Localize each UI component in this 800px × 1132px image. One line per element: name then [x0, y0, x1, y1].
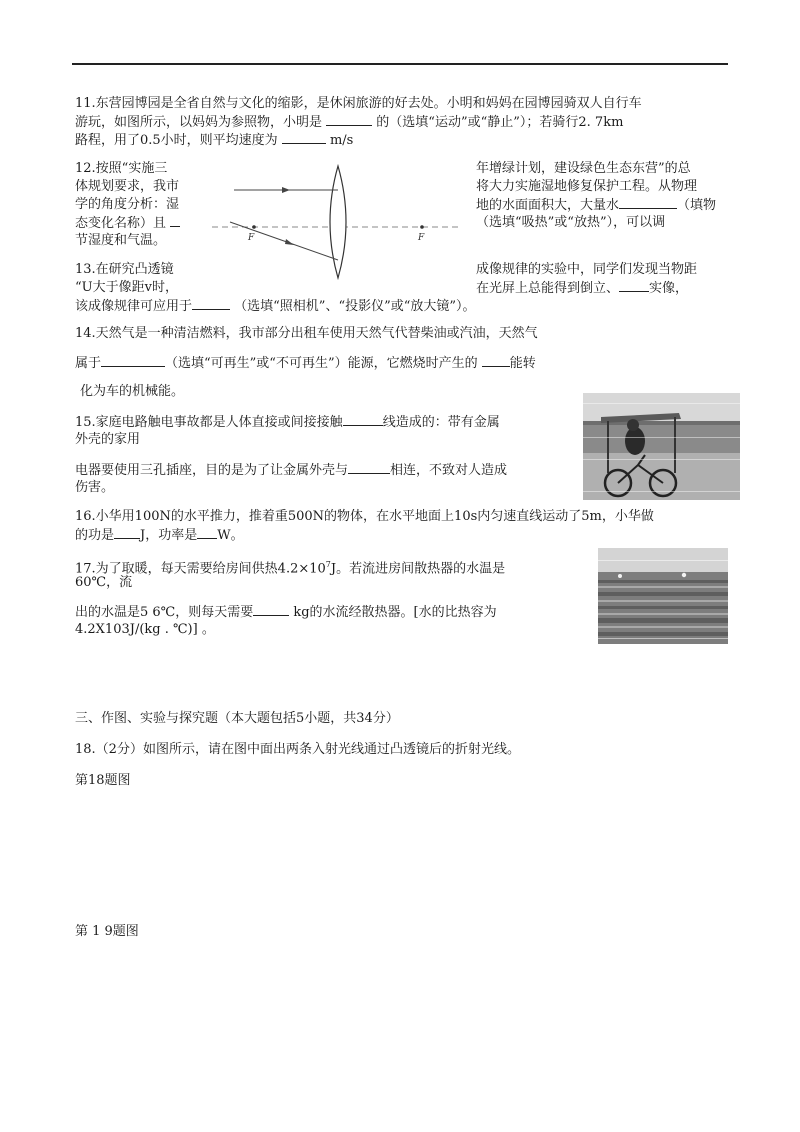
- q15-text-3a: 电器要使用三孔插座，目的是为了让金属外壳与: [75, 463, 349, 478]
- q11-blank-motion[interactable]: [326, 113, 372, 126]
- q16-text-2b: J，功率是: [140, 528, 198, 543]
- q13-text-3b: （选填“照相机”、“投影仪”或“放大镜”）。: [234, 299, 476, 314]
- q15-line2: 外壳的家用: [75, 432, 141, 447]
- tandem-bicycle-photo: [583, 393, 740, 500]
- q11-line1: [75, 95, 642, 113]
- q17-text-3b: kg的水流经散热器。[水的比热容为: [293, 605, 497, 620]
- q13-blank-application[interactable]: [192, 297, 230, 310]
- q12-text-3b: 地的水面面积大，大量水: [476, 198, 620, 213]
- bicycle-photo-drawing: [583, 393, 740, 500]
- q15-blank-connection[interactable]: [348, 461, 390, 474]
- q11-text-1: 11.东营园博园是全省自然与文化的缩影，是休闲旅游的好去处。小明和妈妈在园博园骑双人自行车: [75, 96, 642, 111]
- q15-line3: [75, 461, 507, 480]
- wetland-photo: [598, 548, 728, 644]
- q11-text-2: 游玩，如图所示，以妈妈为参照物，小明是: [75, 115, 323, 130]
- focal-point-left: [252, 225, 256, 229]
- q17-line1: [75, 556, 505, 578]
- convex-lens: [330, 166, 346, 278]
- q17-blank-mass[interactable]: [253, 603, 289, 616]
- q15-text-1b: 线造成的：带有金属: [382, 415, 500, 430]
- q14-line3: 化为车的机械能。: [80, 384, 185, 399]
- q17-line2: 60℃，流: [75, 575, 133, 590]
- q15-line4: 伤害。: [75, 480, 115, 495]
- q13-line3: [75, 297, 476, 316]
- convex-lens-diagram: [212, 158, 462, 286]
- focal-label-right: F: [418, 233, 425, 243]
- q11-blank-speed[interactable]: [282, 131, 326, 144]
- q14-blank-energy-type[interactable]: [101, 354, 165, 367]
- q16-line2: [75, 526, 244, 545]
- q15-text-3b: 相连，不致对人造成: [390, 463, 508, 478]
- q13-text-2c: 实像，: [649, 281, 689, 296]
- ray-through-focus: [230, 222, 338, 260]
- q18-figure-caption: 第18题图: [75, 773, 131, 788]
- q16-line1: 16.小华用100N的水平推力，推着重500N的物体，在水平地面上10s内匀速直线运动了5m，小华做: [75, 509, 654, 524]
- q15-blank-wire[interactable]: [343, 413, 383, 426]
- q12-left-5: 节湿度和气温。: [75, 233, 167, 248]
- q13-right-2: [476, 279, 688, 298]
- q17-text-3a: 出的水温是5 6℃，则每天需要: [75, 605, 254, 620]
- q12-left-1: 12.按照“实施三: [75, 161, 168, 176]
- q17-line3: [75, 603, 497, 622]
- q15-text-1a: 15.家庭电路触电事故都是人体直接或间接接触: [75, 415, 343, 430]
- q12-right-3: [476, 196, 716, 215]
- q12-blank-condition[interactable]: [170, 214, 180, 227]
- q19-figure-caption: 第 1 9题图: [75, 924, 139, 939]
- header-rule: [72, 63, 728, 65]
- focal-point-right: [420, 225, 424, 229]
- q12-left-2: 体规划要求，我市: [75, 179, 180, 194]
- q12-text-3c: （填物: [677, 198, 717, 213]
- q13-left-2: “U大于像距v时，: [75, 280, 178, 295]
- q13-text-3a: 该成像规律可应用于: [75, 299, 193, 314]
- q14-blank-energy-form[interactable]: [482, 354, 510, 367]
- section3-heading: 三、作图、实验与探究题（本大题包括5小题，共34分）: [75, 711, 399, 726]
- q16-blank-power[interactable]: [197, 526, 217, 539]
- q12-right-2: 将大力实施湿地修复保护工程。从物理: [476, 179, 698, 194]
- q16-text-2a: 的功是: [75, 528, 115, 543]
- q13-text-2b: 在光屏上总能得到倒立、: [476, 281, 620, 296]
- q17-text-1b: J。若流进房间散热器的水温是: [330, 561, 506, 577]
- wetland-photo-drawing: [598, 548, 728, 644]
- q18-text: 18.（2分）如图所示，请在图中面出两条入射光线通过凸透镜后的折射光线。: [75, 742, 520, 757]
- q17-exponent: 7: [325, 560, 331, 569]
- q17-text-1a: 17.为了取暖，每天需要给房间供热4.2×10: [75, 561, 326, 577]
- q12-right-1: 年增绿计划，建设绿色生态东营”的总: [476, 161, 691, 176]
- q14-text-2b: （选填“可再生”或“不可再生”）能源，它燃烧时产生的: [165, 356, 478, 371]
- q14-line1: 14.天然气是一种清洁燃料，我市部分出租车使用天然气代替柴油或汽油，天然气: [75, 326, 538, 341]
- q11-line2: [75, 113, 623, 132]
- ray-focus-arrow: [285, 239, 294, 245]
- q11-line3: [75, 131, 353, 150]
- q12-left-3: 学的角度分析：湿: [75, 197, 180, 212]
- q13-right-1: 成像规律的实验中，同学们发现当物距: [476, 262, 698, 277]
- q13-blank-image-type[interactable]: [619, 279, 649, 292]
- ray-parallel-arrow: [282, 187, 290, 193]
- q11-unit: m/s: [329, 133, 354, 148]
- q14-text-2c: 能转: [509, 356, 536, 371]
- q12-blank-state-change[interactable]: [619, 196, 677, 209]
- q15-line1: [75, 413, 500, 432]
- q16-blank-work[interactable]: [114, 526, 140, 539]
- q17-line4: 4.2X103J/(kg . ℃)] 。: [75, 622, 215, 637]
- q12-left-4: [75, 214, 180, 233]
- focal-label-left: F: [248, 233, 255, 243]
- q16-text-2c: W。: [217, 528, 244, 543]
- q12-text-4: 态变化名称）且: [75, 216, 167, 231]
- q14-line2: [75, 354, 536, 373]
- q12-right-4: （选填“吸热”或“放热”），可以调: [476, 215, 666, 230]
- q11-text-3: 路程，用了0.5小时，则平均速度为: [75, 133, 278, 148]
- q11-text-2b: 的（选填“运动”或“静止”）；若骑行2. 7km: [376, 115, 624, 130]
- q14-text-2a: 属于: [75, 356, 102, 371]
- q13-left-1: 13.在研究凸透镜: [75, 262, 174, 277]
